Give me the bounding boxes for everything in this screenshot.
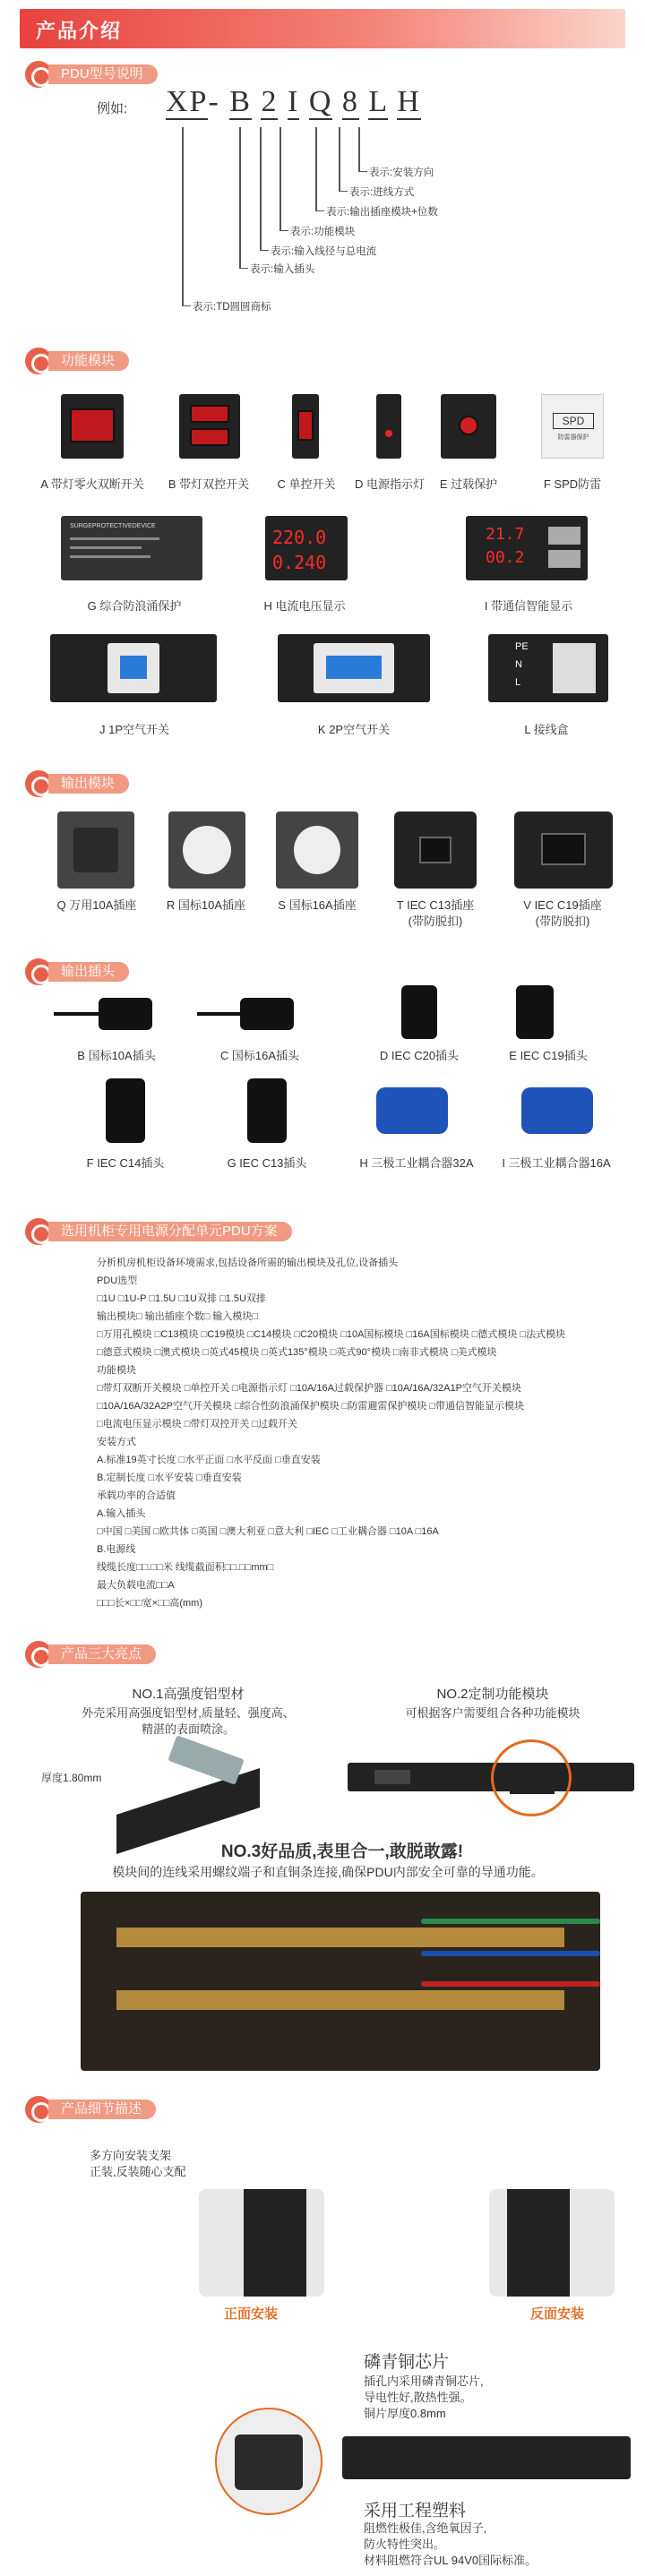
section-header-model — [25, 61, 204, 88]
form-line: 分析机房机柜设备环境需求,包括设备所需的输出模块及孔位,设备插头 — [97, 1258, 399, 1268]
plastic-desc: 阻燃性极佳,含绝氧因子, — [364, 2521, 487, 2535]
connector-line — [339, 127, 340, 192]
plug-image-h — [376, 1087, 448, 1134]
output-caption: T IEC C13插座 — [396, 898, 475, 912]
form-line[interactable]: □万用孔模块 □C13模块 □C19模块 □C14模块 □C20模块 □10A国标模块 □16A国标模块 □德式模块 □法式模块 — [97, 1329, 566, 1340]
junction-l: L — [515, 677, 521, 688]
annotation: 表示:功能模块 — [290, 227, 356, 237]
internal-wiring-image — [81, 1892, 600, 2071]
plug-image-g — [247, 1078, 287, 1143]
pdu-strip-image — [342, 2436, 631, 2479]
form-line[interactable]: □□□长×□□宽×□□高(mm) — [97, 1598, 203, 1609]
section-title: 选用机柜专用电源分配单元PDU方案 — [48, 1222, 292, 1241]
plug-caption: C 国标16A插头 — [219, 1049, 300, 1062]
plug-caption: H 三极工业耦合器32A — [359, 1156, 474, 1170]
annotation: 表示:输出插座模块+位数 — [326, 207, 438, 218]
module-caption: B 带灯双控开关 — [168, 477, 250, 491]
section-title: 输出插头 — [48, 962, 129, 982]
connector-tick — [315, 210, 324, 211]
smart-display-2: 00.2 — [486, 548, 525, 567]
section-title: 产品三大亮点 — [48, 1644, 156, 1664]
plastic-desc: 材料阻燃符合UL 94V0国际标准。 — [364, 2554, 538, 2567]
form-line: 安装方式 — [97, 1437, 136, 1447]
highlight-3-title: NO.3好品质,表里合一,敢脱敢露! — [220, 1842, 464, 1861]
form-line[interactable]: 线缆长度□□.□□米 线缆截面积□□.□□mm□ — [97, 1562, 274, 1573]
plug-image-d — [401, 985, 437, 1039]
module-image-l — [488, 634, 608, 702]
module-caption: E 过载保护 — [439, 477, 498, 491]
plug-caption: F IEC C14插头 — [86, 1156, 165, 1170]
section-title: 输出模块 — [48, 774, 129, 794]
highlight-3-desc: 模块间的连线采用螺纹端子和直铜条连接,确保PDU内部安全可靠的导通功能。 — [112, 1865, 544, 1879]
connector-tick — [280, 230, 288, 231]
connector-tick — [182, 305, 191, 306]
form-line[interactable]: □电流电压显示模块 □带灯双控开关 □过载开关 — [97, 1419, 298, 1430]
connector-line — [260, 127, 262, 251]
copper-desc: 铜片厚度0.8mm — [364, 2407, 446, 2420]
junction-pe: PE — [515, 641, 529, 652]
plastic-desc: 防火特性突出。 — [364, 2537, 446, 2551]
connector-line — [239, 127, 241, 269]
spd-label: SPD — [553, 413, 594, 429]
plug-image-i — [521, 1087, 593, 1134]
plug-cable — [197, 1012, 242, 1016]
banner-title: 产品介绍 — [36, 20, 123, 42]
annotation: 表示:安装方向 — [369, 167, 434, 178]
plug-image-b — [99, 998, 152, 1030]
highlight-2-title: NO.2定制功能模块 — [436, 1687, 549, 1702]
model-code: XP- B 2 I Q 8 L H — [166, 85, 421, 118]
output-caption: Q 万用10A插座 — [56, 898, 137, 912]
mount-line-2: 正装,反装随心支配 — [90, 2165, 186, 2178]
custom-form — [97, 1254, 634, 1612]
output-image-t — [394, 811, 477, 889]
plug-caption: D IEC C20插头 — [379, 1049, 460, 1062]
connector-tick — [339, 191, 348, 192]
connector-line — [358, 127, 360, 172]
output-caption-sub: (带防脱扣) — [535, 914, 590, 928]
module-image-c — [292, 394, 319, 459]
module-image-d — [376, 394, 401, 459]
zoom-circle — [491, 1739, 572, 1816]
form-line[interactable]: □中国 □美国 □欧共体 □英国 □澳大利亚 □意大利 □IEC □工业耦合器 □10A □16A — [97, 1526, 439, 1537]
back-mount-label: 反面安装 — [530, 2306, 585, 2322]
plug-caption: E IEC C19插头 — [509, 1049, 588, 1062]
top-banner — [20, 9, 625, 48]
highlight-1-title: NO.1高强度铝型材 — [132, 1687, 245, 1702]
output-image-q — [57, 811, 134, 889]
section-header-function — [25, 348, 204, 374]
module-image-e — [441, 394, 496, 459]
connector-line — [315, 127, 317, 211]
module-caption: F SPD防雷 — [543, 477, 602, 491]
module-caption: A 带灯零火双断开关 — [40, 477, 144, 491]
connector-line — [280, 127, 281, 231]
plug-image-e — [516, 985, 554, 1039]
annotation: 表示:TD圆圆商标 — [193, 302, 271, 313]
module-caption: K 2P空气开关 — [317, 723, 391, 736]
connector-tick — [239, 268, 248, 269]
module-caption: J 1P空气开关 — [99, 723, 169, 736]
form-line[interactable]: A.标准19英寸长度 □水平正面 □水平反面 □垂直安装 — [97, 1455, 321, 1465]
annotation: 表示:输入插头 — [250, 264, 315, 275]
module-image-b — [179, 394, 240, 459]
example-label: 例如: — [97, 101, 128, 116]
output-image-r — [168, 811, 245, 889]
section-title: PDU型号说明 — [48, 64, 158, 84]
module-image-f — [541, 394, 604, 459]
output-caption: S 国标16A插座 — [278, 898, 357, 912]
module-caption: L 接线盒 — [524, 723, 569, 736]
surge-text: SURGEPROTECTIVEDEVICE — [70, 523, 156, 529]
socket-zoom-image — [215, 2408, 322, 2515]
copper-desc: 导电性好,散热性强。 — [364, 2391, 472, 2404]
copper-desc: 插孔内采用磷青铜芯片, — [364, 2374, 484, 2388]
annotation: 表示:输入线径与总电流 — [271, 246, 377, 257]
section-header-custom — [25, 1218, 348, 1245]
voltage-display: 220.0 — [272, 527, 327, 548]
module-image-h — [265, 516, 348, 580]
module-image-j — [50, 634, 217, 702]
output-caption-sub: (带防脱扣) — [408, 914, 463, 928]
form-line[interactable]: □德意式模块 □澳式模块 □英式45模块 □英式135°模块 □英式90°模块 □南非式模块 □美式模块 — [97, 1347, 497, 1358]
plug-cable — [54, 1012, 99, 1016]
form-line: A.输入插头 — [97, 1508, 146, 1519]
module-image-a — [61, 394, 124, 459]
spd-sub: 防雷器保护 — [557, 434, 589, 441]
plastic-title: 采用工程塑料 — [364, 2502, 467, 2520]
form-line[interactable]: □1U □1U-P □1.5U □1U双排 □1.5U双排 — [97, 1293, 266, 1304]
module-image-i — [466, 516, 588, 580]
section-header-details — [25, 2096, 204, 2123]
plug-caption: B 国标10A插头 — [77, 1049, 156, 1062]
section-title: 产品细节描述 — [48, 2099, 156, 2119]
highlight-1-desc: 精湛的表面喷涂。 — [141, 1722, 235, 1736]
module-caption: G 综合防浪涌保护 — [87, 599, 182, 613]
form-line[interactable]: B.定制长度 □水平安装 □垂直安装 — [97, 1473, 242, 1483]
connector-tick — [358, 171, 367, 172]
copper-title: 磷青铜芯片 — [364, 2353, 450, 2372]
connector-tick — [260, 250, 269, 251]
module-image-g — [61, 516, 202, 580]
annotation: 表示:进线方式 — [349, 187, 415, 198]
highlight-1-desc: 外壳采用高强度铝型材,质量轻、强度高、 — [82, 1706, 295, 1720]
form-line[interactable]: □10A/16A/32A2P空气开关模块 □综合性防浪涌保护模块 □防雷避雷保护模块 □带通信智能显示模块 — [97, 1401, 525, 1412]
connector-line — [182, 127, 184, 306]
thickness-label: 厚度1.80mm — [41, 1772, 102, 1784]
module-caption: C 单控开关 — [277, 477, 336, 491]
section-header-output — [25, 770, 204, 797]
aluminum-image — [108, 1738, 260, 1836]
junction-n: N — [515, 659, 522, 670]
plug-caption: I 三极工业耦合器16A — [502, 1156, 611, 1170]
module-caption: D 电源指示灯 — [354, 477, 425, 491]
form-line: 功能模块 — [97, 1365, 136, 1376]
front-mount-label: 正面安装 — [224, 2306, 279, 2322]
plug-image-c — [240, 998, 294, 1030]
section-header-highlights — [25, 1641, 204, 1668]
form-line: B.电源线 — [97, 1544, 136, 1555]
output-image-v — [514, 811, 613, 889]
back-mount-image — [489, 2189, 615, 2297]
mount-line-1: 多方向安装支架 — [90, 2149, 172, 2162]
output-caption: R 国标10A插座 — [166, 898, 246, 912]
front-mount-image — [199, 2189, 324, 2297]
current-display: 0.240 — [272, 552, 327, 573]
smart-display-1: 21.7 — [486, 525, 525, 544]
module-image-k — [278, 634, 430, 702]
form-line: PDU选型 — [97, 1275, 138, 1286]
plug-image-f — [106, 1078, 145, 1143]
form-line: 承载功率的合适值 — [97, 1490, 176, 1501]
module-caption: I 带通信智能显示 — [484, 599, 573, 613]
highlight-2-desc: 可根据客户需要组合各种功能模块 — [405, 1706, 580, 1720]
form-line[interactable]: 输出模块□ 输出插座个数□ 输入模块□ — [97, 1311, 259, 1322]
form-line[interactable]: □带灯双断开关模块 □单控开关 □电源指示灯 □10A/16A过载保护器 □10A/16A/32A1P空气开关模块 — [97, 1383, 521, 1394]
section-header-plug — [25, 958, 204, 985]
plug-caption: G IEC C13插头 — [227, 1156, 307, 1170]
output-image-s — [276, 811, 358, 889]
form-line[interactable]: 最大负载电流□□A — [97, 1580, 175, 1591]
module-caption: H 电流电压显示 — [263, 599, 346, 613]
output-caption: V IEC C19插座 — [523, 898, 602, 912]
section-title: 功能模块 — [48, 351, 129, 371]
